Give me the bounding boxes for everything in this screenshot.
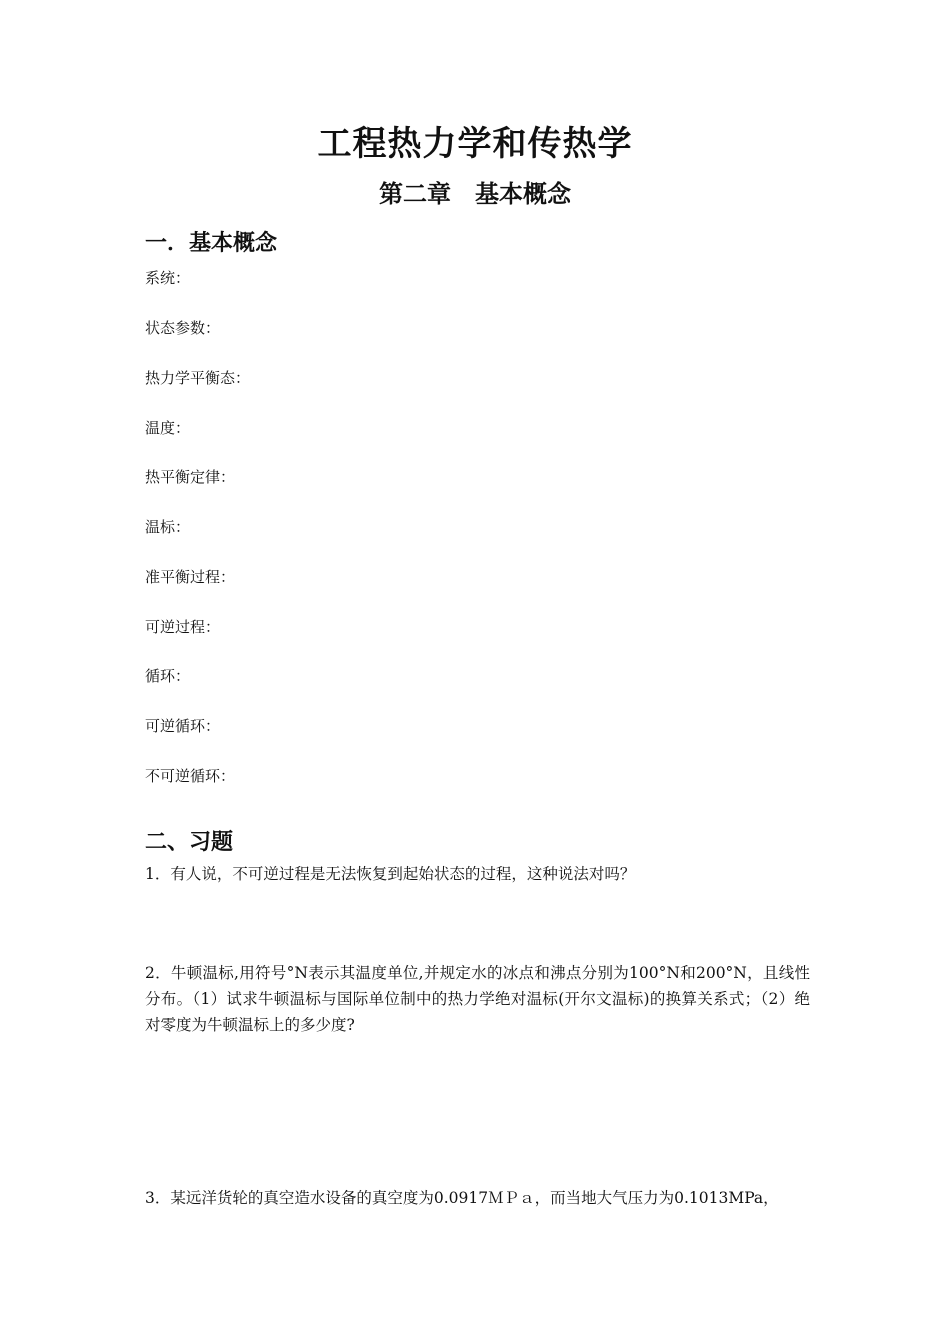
concept-term: 不可逆循环： — [145, 767, 236, 785]
concept-term: 温度： — [145, 419, 191, 437]
concept-term: 可逆过程： — [145, 618, 221, 636]
section-heading-exercises: 二、习题 — [145, 829, 234, 855]
concept-term: 热力学平衡态： — [145, 369, 251, 387]
document-title: 工程热力学和传热学 — [317, 124, 633, 164]
exercise-problem-3: 3．某远洋货轮的真空造水设备的真空度为0.0917ＭＰａ，而当地大气压力为0.1013MPa， — [145, 1189, 779, 1207]
concept-term: 系统： — [145, 269, 191, 287]
concept-term: 准平衡过程： — [145, 568, 236, 586]
concept-term: 循环： — [145, 667, 191, 685]
exercise-problem-1: 1．有人说，不可逆过程是无法恢复到起始状态的过程，这种说法对吗？ — [145, 865, 636, 883]
concept-term: 可逆循环： — [145, 717, 221, 735]
exercise-problem-2: 2．牛顿温标,用符号°N表示其温度单位,并规定水的冰点和沸点分别为100°N和200°N，且线性分布。（1）试求牛顿温标与国际单位制中的热力学绝对温标(开尔文温标)的换算关系式；（2）绝对零度为牛顿温标上的多少度? — [145, 964, 810, 1034]
chapter-title: 第二章 基本概念 — [379, 179, 571, 208]
concept-term: 热平衡定律： — [145, 468, 236, 486]
concept-term: 温标： — [145, 518, 191, 536]
section-heading-concepts: 一．基本概念 — [145, 230, 278, 256]
concept-term: 状态参数： — [145, 319, 221, 337]
